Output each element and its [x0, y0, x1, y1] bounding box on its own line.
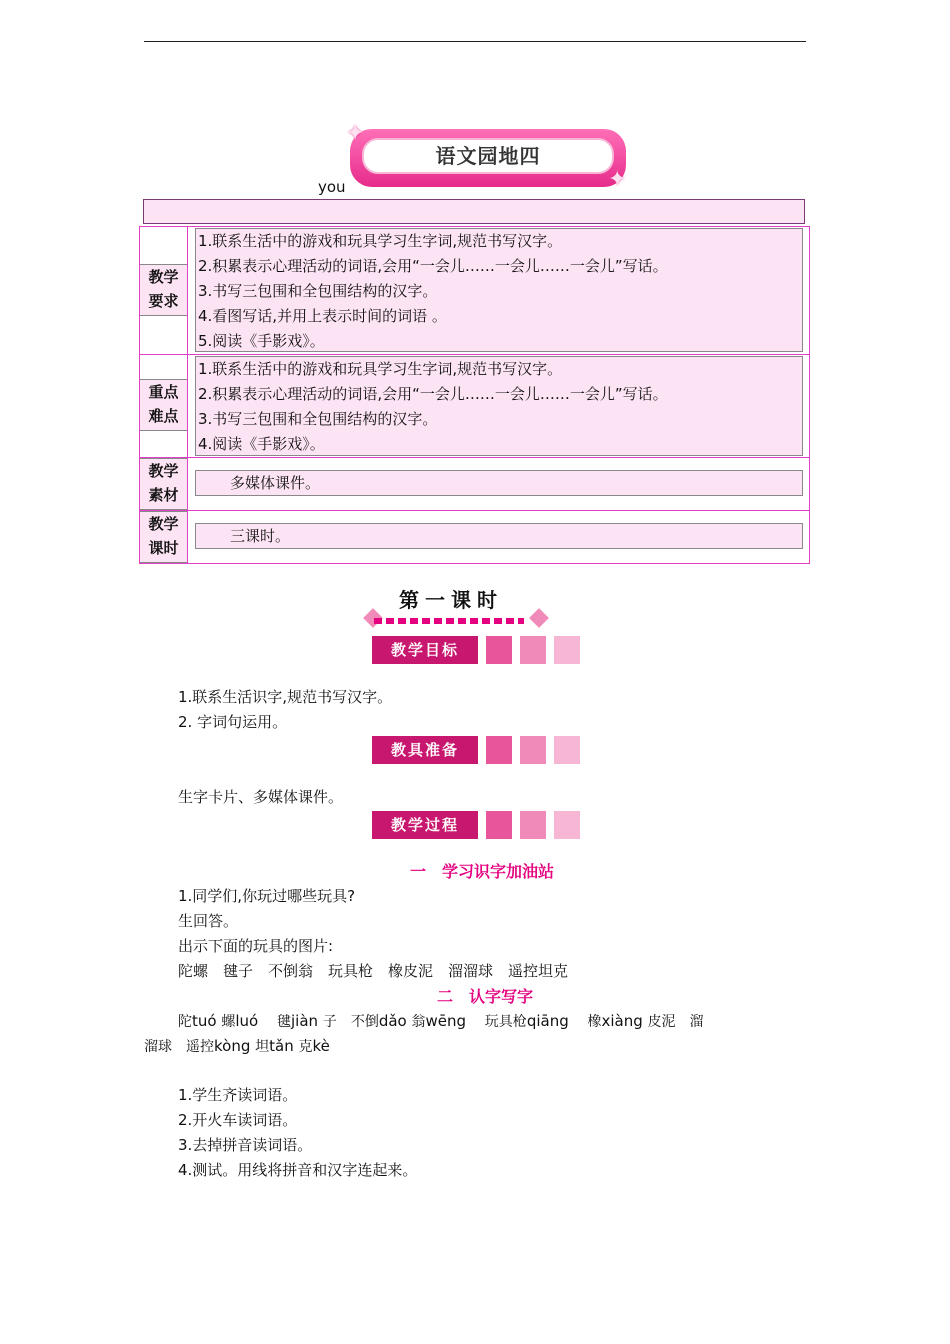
- text-line: 3.去掉拼音读词语。: [178, 1136, 313, 1154]
- text-line: 生字卡片、多媒体课件。: [178, 788, 344, 806]
- tag-label: 教学过程: [372, 811, 478, 839]
- title-banner: [346, 121, 630, 192]
- text-line: 1.学生齐读词语。: [178, 1086, 298, 1104]
- text-line: 1.联系生活识字,规范书写汉字。: [178, 688, 393, 706]
- header-bar: [143, 199, 805, 224]
- text-line: 2.开火车读词语。: [178, 1111, 298, 1129]
- text-line: 2.积累表示心理活动的词语,会用“一会儿……一会儿……一会儿”写话。: [198, 385, 668, 403]
- header-rule: [144, 41, 806, 42]
- toys-list: 陀螺 毽子 不倒翁 玩具枪 橡皮泥 溜溜球 遥控坦克: [178, 962, 569, 980]
- section-heading: 一 学习识字加油站: [410, 862, 555, 881]
- section-tag: [372, 811, 580, 839]
- dotted-rule: [374, 618, 524, 624]
- text-line: 生回答。: [178, 912, 239, 930]
- pinyin-line: 溜球 遥控kòng 坦tǎn 克kè: [144, 1037, 330, 1055]
- table-row: [140, 457, 809, 510]
- table-row: [140, 354, 809, 457]
- text-line: 2. 字词句运用。: [178, 713, 288, 731]
- stray-text: you: [318, 178, 346, 196]
- row-label: 教学 素材: [140, 458, 187, 510]
- star-icon: ✦: [608, 167, 627, 192]
- section-heading: 二 认字写字: [437, 987, 534, 1006]
- content-box: [195, 228, 803, 352]
- row-label: 重点 难点: [140, 379, 187, 431]
- tag-label: 教学目标: [372, 636, 478, 664]
- table-row: [140, 227, 809, 354]
- info-table: [139, 226, 810, 564]
- text-line: 1.联系生活中的游戏和玩具学习生字词,规范书写汉字。: [198, 232, 563, 250]
- star-icon: ✦: [346, 121, 365, 146]
- row-label: 教学 要求: [140, 264, 187, 316]
- text-line: 出示下面的玩具的图片:: [178, 937, 334, 955]
- section-tag: [372, 636, 580, 664]
- text-line: 2.积累表示心理活动的词语,会用“一会儿……一会儿……一会儿”写话。: [198, 257, 668, 275]
- text-line: 多媒体课件。: [230, 474, 321, 492]
- section-tag: [372, 736, 580, 764]
- text-line: 5.阅读《手影戏》。: [198, 332, 325, 350]
- text-line: 4.看图写话,并用上表示时间的词语 。: [198, 307, 447, 325]
- text-line: 3.书写三包围和全包围结构的汉字。: [198, 282, 438, 300]
- text-line: 3.书写三包围和全包围结构的汉字。: [198, 410, 438, 428]
- text-line: 1.同学们,你玩过哪些玩具?: [178, 887, 356, 905]
- content-box: [195, 523, 803, 549]
- row-label: 教学 课时: [140, 511, 187, 563]
- text-line: 4.测试。用线将拼音和汉字连起来。: [178, 1161, 418, 1179]
- tag-label: 教具准备: [372, 736, 478, 764]
- page-title: 语文园地四: [362, 138, 614, 174]
- content-box: [195, 356, 803, 456]
- content-box: [195, 470, 803, 496]
- lesson-heading: [346, 584, 556, 634]
- text-line: 4.阅读《手影戏》。: [198, 435, 325, 453]
- text-line: 1.联系生活中的游戏和玩具学习生字词,规范书写汉字。: [198, 360, 563, 378]
- pinyin-line: 陀tuó 螺luó 毽jiàn 子 不倒dǎo 翁wēng 玩具枪qiāng 橡xiàng 皮泥 溜: [178, 1012, 704, 1030]
- table-row: [140, 510, 809, 563]
- text-line: 三课时。: [230, 527, 291, 545]
- lesson-title: 第一课时: [399, 588, 503, 612]
